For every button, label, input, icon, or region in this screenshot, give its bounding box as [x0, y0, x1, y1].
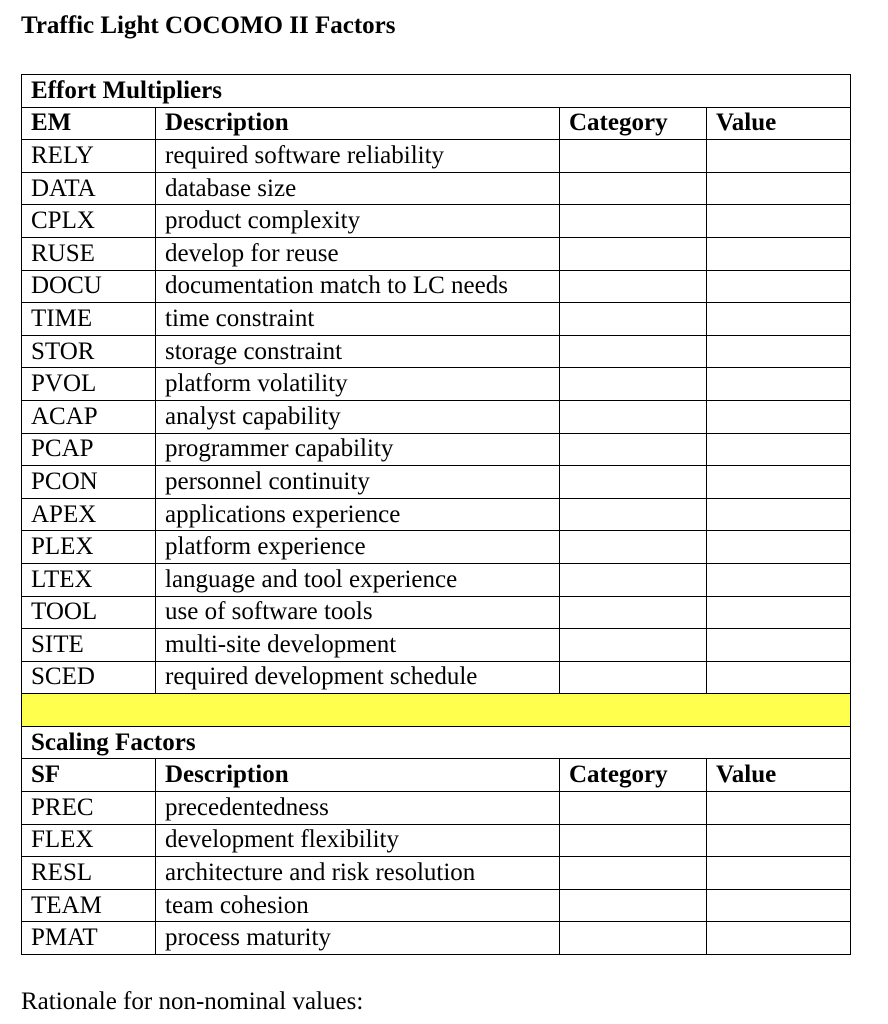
- effort-multiplier-code-cell: DOCU: [22, 270, 156, 303]
- scaling-factor-row: [22, 792, 851, 825]
- scaling-factors-title: Scaling Factors: [22, 726, 851, 759]
- effort-multiplier-row: [22, 433, 851, 466]
- effort-multiplier-description-cell: required development schedule: [156, 661, 560, 694]
- scaling-factor-value-cell[interactable]: [707, 922, 851, 955]
- effort-multiplier-code-cell: STOR: [22, 335, 156, 368]
- document-title: Traffic Light COCOMO II Factors: [21, 12, 396, 39]
- scaling-factor-description-cell: process maturity: [156, 922, 560, 955]
- effort-multiplier-code-cell: RUSE: [22, 237, 156, 270]
- effort-multiplier-value-cell[interactable]: [707, 433, 851, 466]
- category-column-header: Category: [560, 107, 707, 140]
- effort-multiplier-description-cell: database size: [156, 172, 560, 205]
- effort-multiplier-row: [22, 140, 851, 173]
- scaling-factor-description-cell: architecture and risk resolution: [156, 857, 560, 890]
- effort-multiplier-description-cell: platform volatility: [156, 368, 560, 401]
- effort-multiplier-code-cell: PCAP: [22, 433, 156, 466]
- sf-column-header: SF: [22, 759, 156, 792]
- effort-multiplier-value-cell[interactable]: [707, 140, 851, 173]
- effort-multiplier-code-cell: SCED: [22, 661, 156, 694]
- effort-multiplier-row: [22, 596, 851, 629]
- effort-multiplier-description-cell: time constraint: [156, 303, 560, 336]
- description-column-header: Description: [156, 759, 560, 792]
- effort-multiplier-description-cell: documentation match to LC needs: [156, 270, 560, 303]
- effort-multiplier-category-cell[interactable]: [560, 563, 707, 596]
- effort-multiplier-value-cell[interactable]: [707, 303, 851, 336]
- effort-multiplier-category-cell[interactable]: [560, 433, 707, 466]
- effort-multiplier-value-cell[interactable]: [707, 563, 851, 596]
- effort-multiplier-category-cell[interactable]: [560, 498, 707, 531]
- effort-multiplier-description-cell: use of software tools: [156, 596, 560, 629]
- scaling-factor-value-cell[interactable]: [707, 889, 851, 922]
- scaling-factor-row: [22, 824, 851, 857]
- section-divider-row: [22, 694, 851, 727]
- effort-multiplier-category-cell[interactable]: [560, 205, 707, 238]
- scaling-factor-description-cell: team cohesion: [156, 889, 560, 922]
- scaling-factor-category-cell[interactable]: [560, 857, 707, 890]
- effort-multiplier-code-cell: PCON: [22, 466, 156, 499]
- effort-multiplier-category-cell[interactable]: [560, 140, 707, 173]
- effort-multiplier-value-cell[interactable]: [707, 400, 851, 433]
- effort-multiplier-value-cell[interactable]: [707, 237, 851, 270]
- highlighted-divider: [22, 694, 851, 727]
- effort-multiplier-description-cell: storage constraint: [156, 335, 560, 368]
- effort-multiplier-value-cell[interactable]: [707, 335, 851, 368]
- value-column-header: Value: [707, 759, 851, 792]
- effort-multiplier-description-cell: applications experience: [156, 498, 560, 531]
- scaling-factor-row: [22, 922, 851, 955]
- effort-multiplier-code-cell: APEX: [22, 498, 156, 531]
- effort-multiplier-value-cell[interactable]: [707, 172, 851, 205]
- scaling-factor-code-cell: PREC: [22, 792, 156, 825]
- effort-multiplier-code-cell: CPLX: [22, 205, 156, 238]
- effort-multiplier-value-cell[interactable]: [707, 629, 851, 662]
- effort-multiplier-code-cell: RELY: [22, 140, 156, 173]
- effort-multiplier-row: [22, 498, 851, 531]
- effort-multiplier-category-cell[interactable]: [560, 661, 707, 694]
- scaling-factor-category-cell[interactable]: [560, 824, 707, 857]
- effort-multiplier-row: [22, 400, 851, 433]
- effort-multiplier-description-cell: platform experience: [156, 531, 560, 564]
- scaling-factor-category-cell[interactable]: [560, 889, 707, 922]
- effort-multiplier-code-cell: TOOL: [22, 596, 156, 629]
- effort-multiplier-value-cell[interactable]: [707, 270, 851, 303]
- effort-multiplier-category-cell[interactable]: [560, 531, 707, 564]
- effort-multiplier-row: [22, 563, 851, 596]
- effort-multiplier-row: [22, 303, 851, 336]
- effort-multiplier-description-cell: programmer capability: [156, 433, 560, 466]
- scaling-factor-code-cell: TEAM: [22, 889, 156, 922]
- scaling-factor-code-cell: FLEX: [22, 824, 156, 857]
- effort-multiplier-code-cell: SITE: [22, 629, 156, 662]
- effort-multiplier-description-cell: required software reliability: [156, 140, 560, 173]
- effort-multiplier-value-cell[interactable]: [707, 368, 851, 401]
- description-column-header: Description: [156, 107, 560, 140]
- scaling-factor-code-cell: PMAT: [22, 922, 156, 955]
- effort-multiplier-description-cell: product complexity: [156, 205, 560, 238]
- effort-multiplier-description-cell: develop for reuse: [156, 237, 560, 270]
- effort-multiplier-code-cell: DATA: [22, 172, 156, 205]
- effort-multipliers-section-row: [22, 75, 851, 108]
- effort-multipliers-header-row: [22, 107, 851, 140]
- effort-multiplier-category-cell[interactable]: [560, 172, 707, 205]
- scaling-factor-row: [22, 889, 851, 922]
- effort-multiplier-description-cell: analyst capability: [156, 400, 560, 433]
- effort-multiplier-value-cell[interactable]: [707, 498, 851, 531]
- scaling-factor-value-cell[interactable]: [707, 824, 851, 857]
- effort-multiplier-category-cell[interactable]: [560, 303, 707, 336]
- cocomo-factors-table: [21, 74, 851, 955]
- effort-multiplier-row: [22, 205, 851, 238]
- effort-multiplier-category-cell[interactable]: [560, 596, 707, 629]
- effort-multiplier-value-cell[interactable]: [707, 531, 851, 564]
- em-column-header: EM: [22, 107, 156, 140]
- scaling-factor-description-cell: development flexibility: [156, 824, 560, 857]
- effort-multiplier-value-cell[interactable]: [707, 466, 851, 499]
- effort-multiplier-row: [22, 531, 851, 564]
- effort-multiplier-row: [22, 335, 851, 368]
- effort-multiplier-row: [22, 237, 851, 270]
- effort-multiplier-code-cell: PLEX: [22, 531, 156, 564]
- effort-multiplier-code-cell: PVOL: [22, 368, 156, 401]
- effort-multiplier-code-cell: LTEX: [22, 563, 156, 596]
- scaling-factor-code-cell: RESL: [22, 857, 156, 890]
- effort-multiplier-description-cell: language and tool experience: [156, 563, 560, 596]
- scaling-factor-category-cell[interactable]: [560, 792, 707, 825]
- category-column-header: Category: [560, 759, 707, 792]
- effort-multiplier-category-cell[interactable]: [560, 270, 707, 303]
- effort-multiplier-category-cell[interactable]: [560, 237, 707, 270]
- effort-multiplier-category-cell[interactable]: [560, 335, 707, 368]
- effort-multiplier-category-cell[interactable]: [560, 368, 707, 401]
- scaling-factors-header-row: [22, 759, 851, 792]
- scaling-factor-row: [22, 857, 851, 890]
- scaling-factor-value-cell[interactable]: [707, 792, 851, 825]
- effort-multiplier-row: [22, 629, 851, 662]
- effort-multiplier-category-cell[interactable]: [560, 400, 707, 433]
- effort-multiplier-code-cell: TIME: [22, 303, 156, 336]
- effort-multiplier-description-cell: multi-site development: [156, 629, 560, 662]
- scaling-factor-value-cell[interactable]: [707, 857, 851, 890]
- effort-multiplier-value-cell[interactable]: [707, 661, 851, 694]
- effort-multiplier-category-cell[interactable]: [560, 466, 707, 499]
- rationale-label: Rationale for non-nominal values:: [21, 988, 364, 1015]
- effort-multiplier-code-cell: ACAP: [22, 400, 156, 433]
- effort-multiplier-value-cell[interactable]: [707, 596, 851, 629]
- effort-multiplier-row: [22, 368, 851, 401]
- effort-multiplier-value-cell[interactable]: [707, 205, 851, 238]
- effort-multiplier-row: [22, 270, 851, 303]
- scaling-factor-description-cell: precedentedness: [156, 792, 560, 825]
- scaling-factor-category-cell[interactable]: [560, 922, 707, 955]
- effort-multiplier-row: [22, 172, 851, 205]
- effort-multipliers-title: Effort Multipliers: [22, 75, 851, 108]
- effort-multiplier-row: [22, 466, 851, 499]
- effort-multiplier-category-cell[interactable]: [560, 629, 707, 662]
- effort-multiplier-row: [22, 661, 851, 694]
- value-column-header: Value: [707, 107, 851, 140]
- effort-multiplier-description-cell: personnel continuity: [156, 466, 560, 499]
- scaling-factors-section-row: [22, 726, 851, 759]
